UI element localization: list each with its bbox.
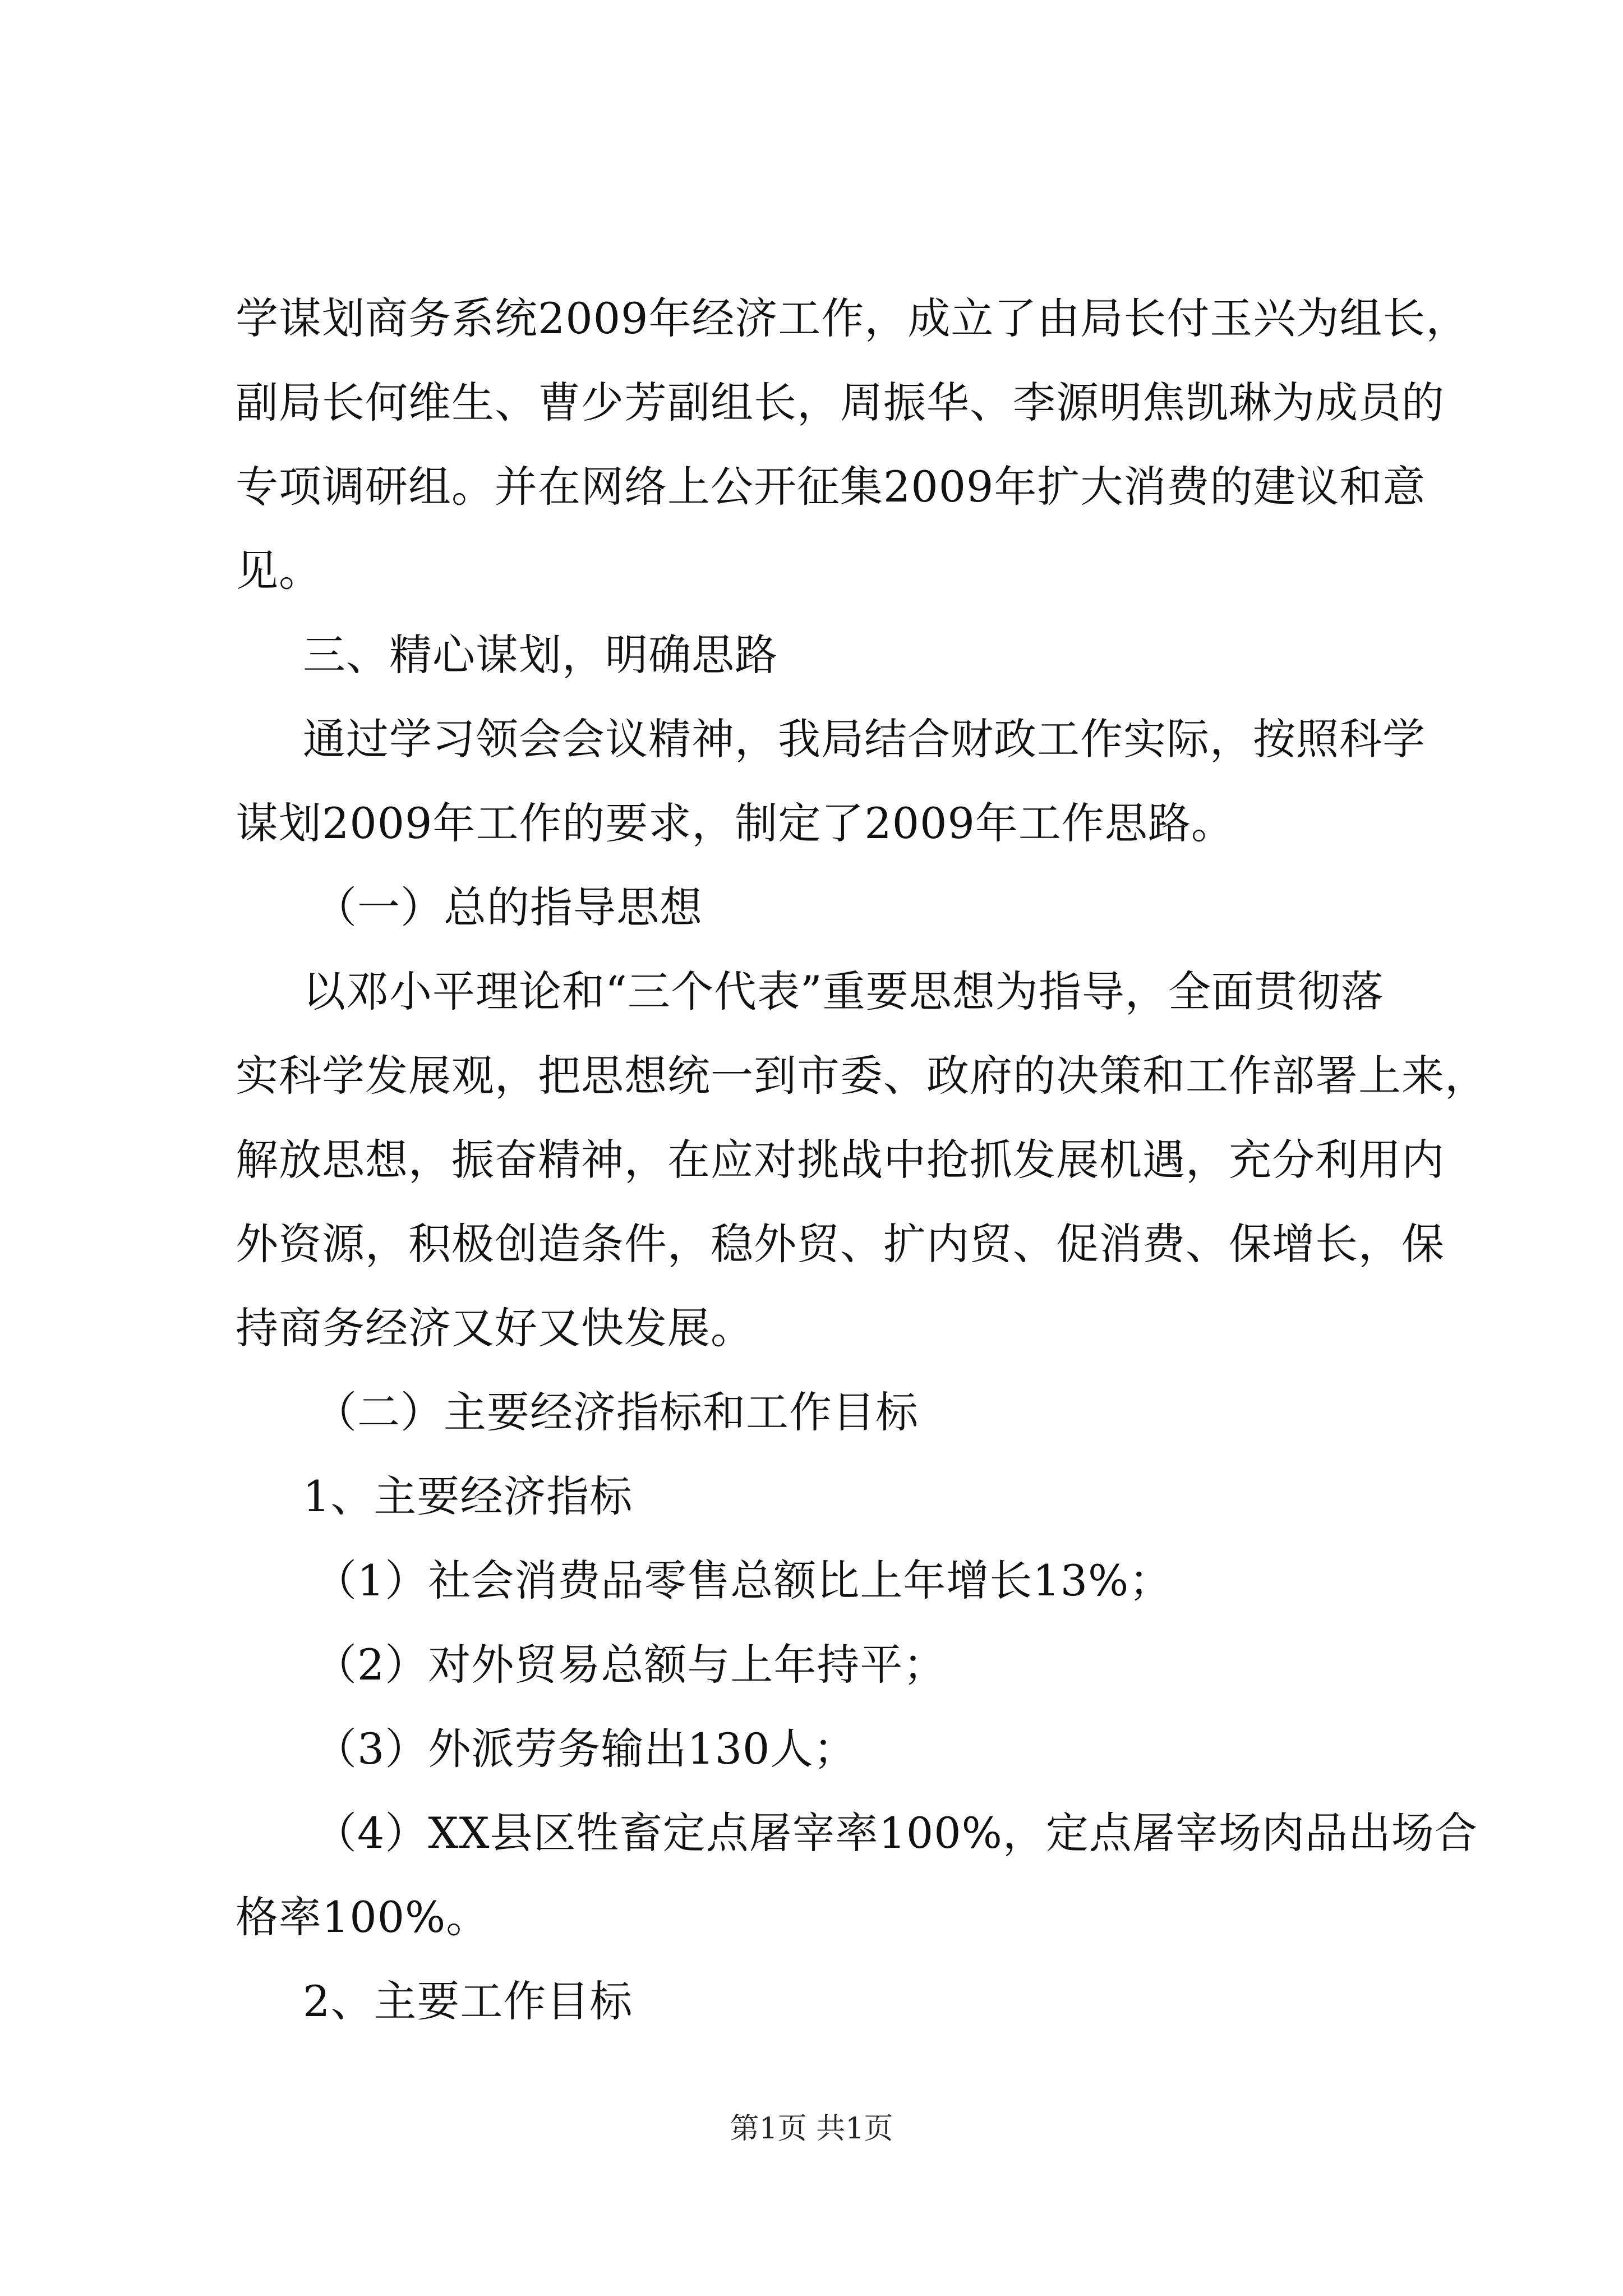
list-item: （1）社会消费品零售总额比上年增长13%；	[314, 1556, 1173, 1605]
paragraph-line: 以邓小平理论和“三个代表”重要思想为指导，全面贯彻落	[303, 967, 1384, 1016]
paragraph-line: 见。	[236, 546, 322, 596]
subsection-heading: （一）总的指导思想	[314, 882, 703, 932]
list-heading: 1、主要经济指标	[303, 1471, 633, 1521]
paragraph-line: 通过学习领会会议精神，我局结合财政工作实际，按照科学	[303, 714, 1426, 764]
list-item: （3）外派劳务输出130人；	[314, 1724, 857, 1774]
paragraph-line: 专项调研组。并在网络上公开征集2009年扩大消费的建议和意	[236, 462, 1426, 512]
paragraph-line: 谋划2009年工作的要求，制定了2009年工作思路。	[236, 798, 1234, 848]
section-heading: 三、精心谋划，明确思路	[303, 630, 778, 680]
page-footer: 第1页 共1页	[730, 2112, 893, 2146]
paragraph-line: 持商务经济又好又快发展。	[236, 1303, 754, 1353]
paragraph-line: 副局长何维生、曹少芳副组长，周振华、李源明焦凯琳为成员的	[236, 378, 1445, 427]
list-item-continued: 格率100%。	[236, 1892, 490, 1942]
list-item: （4）XX县区牲畜定点屠宰率100%，定点屠宰场肉品出场合	[314, 1808, 1478, 1858]
paragraph-line: 实科学发展观，把思想统一到市委、政府的决策和工作部署上来，	[236, 1051, 1488, 1101]
list-heading: 2、主要工作目标	[303, 1976, 633, 2026]
list-item: （2）对外贸易总额与上年持平；	[314, 1640, 947, 1690]
subsection-heading: （二）主要经济指标和工作目标	[314, 1387, 919, 1437]
paragraph-line: 学谋划商务系统2009年经济工作，成立了由局长付玉兴为组长，	[236, 293, 1469, 343]
paragraph-line: 解放思想，振奋精神，在应对挑战中抢抓发展机遇，充分利用内	[236, 1135, 1445, 1185]
paragraph-line: 外资源，积极创造条件，稳外贸、扩内贸、促消费、保增长，保	[236, 1219, 1445, 1269]
